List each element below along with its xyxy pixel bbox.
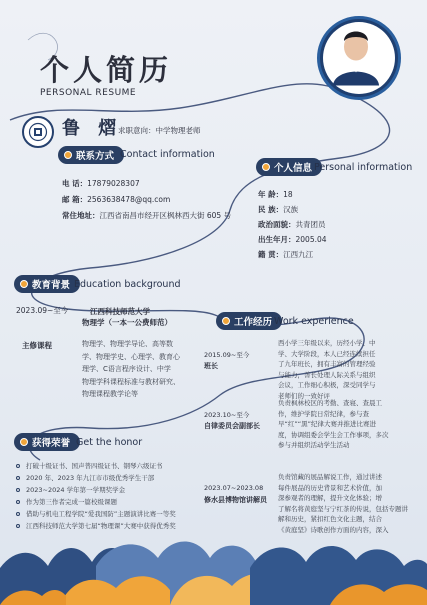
job-description-line: 负责枫林校区的考勤、查寝、查晨工 (278, 399, 382, 407)
info-row (258, 234, 327, 245)
bullet-dot-icon (16, 512, 20, 516)
info-value: 江西九江 (283, 250, 314, 259)
honors-section-heading: 获得荣誉 (14, 433, 80, 451)
course-line: 理学、C语言程序设计、中学 (82, 365, 171, 373)
email-value: 2563638478@qq.com (87, 195, 171, 204)
honor-item (16, 497, 117, 508)
job-description-line: 深参观者的理解，提升文化体验；增 (278, 494, 382, 502)
course-line: 物理课程教学论等 (82, 390, 138, 398)
course-line: 物理学、物理学导论、高等数 (82, 340, 173, 348)
university-logo-icon (22, 116, 54, 148)
job-period: 2015.09~至今 (204, 351, 250, 359)
job-description-line: 西小学三年级以来，历经小学、中 (278, 339, 376, 347)
bullet-dot-icon (20, 438, 28, 446)
education-section-heading: 教育背景 (14, 275, 80, 293)
address-value: 江西省南昌市经开区枫林西大街 605 号 (99, 211, 232, 220)
honor-text: 2023~2024 学年第一学期奖学金 (26, 486, 126, 494)
job-description (278, 338, 418, 401)
job-description-line: 参与并组织活动学生活动 (278, 441, 350, 449)
job-description-line: 作，维护学院日常纪律，参与查 (278, 409, 369, 418)
resume-subtitle: PERSONAL RESUME (40, 88, 137, 98)
honor-text: 作为第三作者完成一篇校级课题 (26, 498, 117, 506)
address-row: 常住地址：江西省南昌市经开区枫林西大街 605 号 (62, 211, 232, 220)
info-row (258, 204, 298, 215)
job-description-line: 《黄庭坚》诗歌创作方面的内容，深入 (278, 525, 389, 534)
honor-item (16, 509, 176, 520)
info-label: 民 族： (258, 205, 284, 214)
decorative-hills (0, 528, 427, 605)
honors-section-subtitle: Get the honor (76, 437, 143, 448)
info-value: 共青团员 (295, 220, 326, 229)
job-description-line: 负责馆藏的展品解说工作，通过讲述 (278, 473, 382, 481)
contact-section-heading: 联系方式 (58, 146, 124, 164)
job-description-line: 早“红”“黑”纪律大赛并推进比赛进 (278, 420, 376, 428)
bullet-dot-icon (16, 524, 20, 528)
bullet-dot-icon (16, 476, 20, 480)
job-period: 2023.07~2023.08 (204, 484, 264, 492)
info-section-heading: 个人信息 (256, 158, 322, 176)
honor-text: 2020 年、2023 年九江市市级优秀学生干部 (26, 474, 155, 482)
info-row (258, 189, 293, 200)
job-intent: 求职意向：中学物理老师 (118, 126, 201, 135)
job-period: 2023.10~至今 (204, 411, 250, 419)
email-row: 邮 箱：2563638478@qq.com (62, 195, 171, 204)
job-description (278, 472, 418, 535)
job-role: 自律委员会副部长 (204, 422, 260, 430)
phone-value: 17879028307 (87, 179, 140, 188)
info-row (258, 249, 313, 260)
job-description-line: 学、大学阶段，本人已经连续担任 (278, 349, 376, 358)
honor-item (16, 461, 163, 472)
info-label: 出生年月： (258, 235, 296, 244)
job-description-line: 老师们的一致好评 (278, 391, 330, 400)
job-description-line: 了九年班长，拥有丰富的管理经验 (278, 360, 376, 368)
work-section-heading: 工作经历 (216, 312, 282, 330)
honor-item (16, 521, 176, 532)
info-value: 汉族 (283, 205, 299, 214)
education-section-subtitle: Education background (74, 279, 181, 290)
phone-row: 电 话：17879028307 (62, 179, 140, 188)
info-section-subtitle: Personal information (314, 162, 413, 173)
info-label: 年 龄： (258, 190, 284, 199)
courses-label: 主修课程 (22, 341, 52, 350)
job-role: 修水县博物馆讲解员 (204, 496, 267, 504)
job-description-line: 会议，工作细心积极，深受同学与 (278, 381, 376, 389)
work-section-subtitle: Work experience (274, 316, 354, 327)
info-value: 2005.04 (295, 235, 327, 244)
profile-photo (317, 16, 401, 100)
education-period: 2023.09~至今 (16, 306, 69, 315)
resume-title: 个人简历 (40, 53, 173, 87)
job-description (278, 398, 418, 451)
job-description-line: 每件展品的历史背景和艺术价值，加 (278, 483, 382, 492)
candidate-name: 鲁 熠 (62, 118, 123, 139)
honor-item (16, 473, 154, 484)
bullet-dot-icon (20, 280, 28, 288)
major-name: 物理学（一本一公费师范） (82, 318, 172, 327)
course-line: 物理学科课程标准与教材研究、 (82, 377, 180, 386)
bullet-dot-icon (16, 464, 20, 468)
bullet-dot-icon (16, 488, 20, 492)
job-description-line: 了解名将黄庭坚与宁红茶的传说，包括专题讲 (278, 504, 408, 513)
bullet-dot-icon (262, 163, 270, 171)
info-label: 籍 贯： (258, 250, 284, 259)
honor-item (16, 485, 125, 496)
courses-list (82, 338, 180, 401)
job-description-line: 度，协调组委会学生会工作事项，多次 (278, 430, 389, 439)
course-line: 学、物理学史、心理学、教育心 (82, 352, 180, 361)
info-row (258, 219, 326, 230)
job-description-line: 解和历史，紧扣红色文化主题，结合 (278, 515, 382, 523)
job-description-line: 与能力，善长处理人际关系与组织 (278, 370, 376, 379)
info-label: 政治面貌： (258, 220, 296, 229)
job-role: 班长 (204, 362, 218, 370)
bullet-dot-icon (16, 500, 20, 504)
bullet-dot-icon (64, 151, 72, 159)
honor-text: 借助与机电工程学院“爱我国防”主题演讲比赛一等奖 (26, 510, 176, 518)
info-value: 18 (283, 190, 293, 199)
bullet-dot-icon (222, 317, 230, 325)
school-name: 江西科技师范大学 (90, 307, 150, 316)
honor-text: 打破十级证书、国声普四级证书、钢琴六级证书 (26, 462, 163, 470)
honor-text: 江西科技师范大学第七届“物理课”大赛中获得优秀奖 (26, 522, 176, 530)
contact-section-subtitle: Contact information (120, 149, 215, 160)
